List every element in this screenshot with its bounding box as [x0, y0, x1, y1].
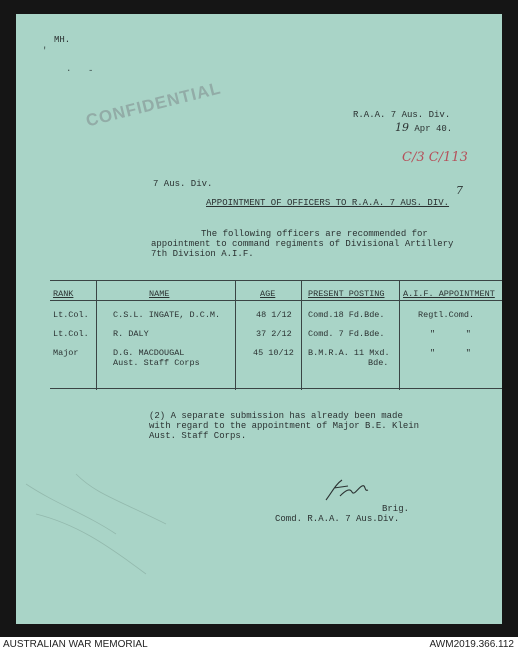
date-line [395, 121, 452, 134]
paragraph-1-line-3: 7th Division A.I.F. [151, 249, 254, 259]
cell-name: R. DALY [113, 329, 149, 339]
punch-mark: ' [42, 46, 48, 56]
table-divider [301, 280, 302, 390]
cell-age: 45 10/12 [253, 348, 294, 358]
cell-rank: Lt.Col. [53, 329, 89, 339]
column-header-appointment: A.I.F. APPOINTMENT [403, 289, 495, 299]
subject-line: APPOINTMENT OF OFFICERS TO R.A.A. 7 AUS. DIV. [206, 198, 450, 208]
signatory-rank: Brig. [382, 504, 410, 514]
paragraph-1-line-1: The following officers are recommended for [201, 229, 428, 239]
signatory-title: Comd. R.A.A. 7 Aus.Div. [275, 514, 400, 524]
paragraph-2-line-3: Aust. Staff Corps. [149, 431, 247, 441]
file-reference: C/3 C/113 [402, 150, 468, 165]
punch-mark: · [66, 66, 72, 76]
archive-footer [0, 637, 518, 653]
cell-posting: B.M.R.A. 11 Mxd. [308, 348, 390, 358]
punch-mark: - [88, 66, 94, 76]
signature [322, 474, 370, 507]
footer-institution: AUSTRALIAN WAR MEMORIAL [3, 639, 148, 650]
signature-scribble [322, 474, 370, 504]
addressee: 7 Aus. Div. [153, 179, 213, 189]
initials: MH. [54, 35, 71, 45]
cell-appointment: " " [430, 348, 471, 358]
column-header-posting: PRESENT POSTING [308, 289, 385, 299]
cell-appointment: " " [430, 329, 471, 339]
table-rule-bottom [50, 388, 502, 389]
cell-appointment: Regtl.Comd. [418, 310, 475, 320]
cell-posting: Comd.18 Fd.Bde. [308, 310, 385, 320]
table-divider [399, 280, 400, 390]
paper-wear-marks [16, 444, 246, 624]
paragraph-2-line-1: (2) A separate submission has already been made [149, 411, 403, 421]
cell-name-line-2: Aust. Staff Corps [113, 358, 200, 368]
date-handwritten: 19 [395, 121, 409, 134]
table-rule-header [50, 300, 502, 301]
column-header-age: AGE [260, 289, 276, 299]
confidential-stamp: CONFIDENTIAL [84, 78, 224, 131]
cell-posting: Comd. 7 Fd.Bde. [308, 329, 385, 339]
paragraph-2-line-2: with regard to the appointment of Major B.E. Klein [149, 421, 420, 431]
date-typed: Apr 40. [414, 124, 453, 134]
cell-age: 37 2/12 [256, 329, 292, 339]
from-unit: R.A.A. 7 Aus. Div. [353, 110, 451, 120]
cell-rank: Lt.Col. [53, 310, 89, 320]
cell-name: D.G. MACDOUGAL [113, 348, 185, 358]
cell-age: 48 1/12 [256, 310, 292, 320]
column-header-rank: RANK [53, 289, 74, 299]
file-reference-suffix: 7 [456, 184, 463, 197]
table-divider [235, 280, 236, 390]
cell-posting-line-2: Bde. [368, 358, 389, 368]
table-divider [96, 280, 97, 390]
cell-name: C.S.L. INGATE, D.C.M. [113, 310, 221, 320]
column-header-name: NAME [149, 289, 170, 299]
table-rule-top [50, 280, 502, 281]
document-page [16, 14, 502, 624]
footer-accession-number: AWM2019.366.112 [429, 639, 514, 650]
paragraph-1-line-2: appointment to command regiments of Divisional Artillery [151, 239, 454, 249]
cell-rank: Major [53, 348, 79, 358]
